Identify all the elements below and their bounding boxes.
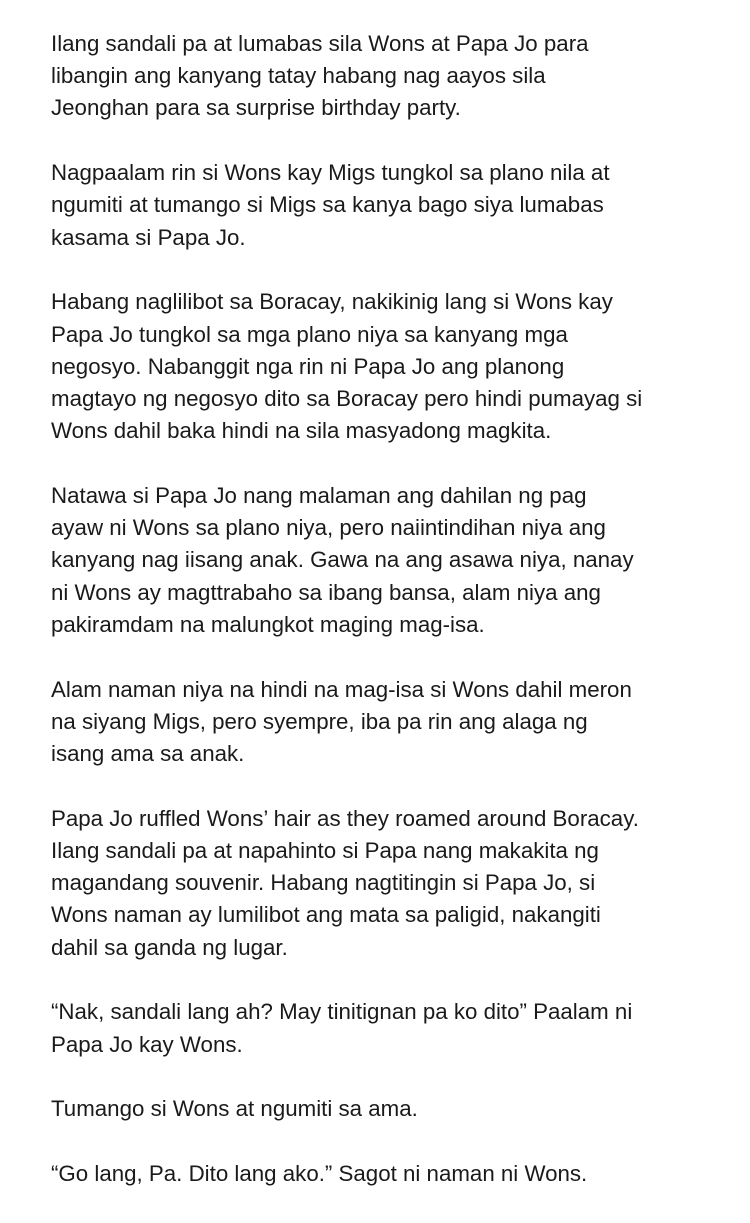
paragraph-line: ni Wons ay magttrabaho sa ibang bansa, alam niya ang bbox=[51, 579, 601, 605]
paragraph-line: Alam naman niya na hindi na mag-isa si Wons dahil meron bbox=[51, 676, 632, 702]
paragraph-line: negosyo. Nabanggit nga rin ni Papa Jo ang planong bbox=[51, 353, 565, 379]
paragraph-3 bbox=[51, 286, 711, 447]
paragraph-line: dahil sa ganda ng lugar. bbox=[51, 934, 288, 960]
paragraph-line: kanyang nag iisang anak. Gawa na ang asawa niya, nanay bbox=[51, 547, 634, 573]
paragraph-line: Nagpaalam rin si Wons kay Migs tungkol sa plano nila at bbox=[51, 160, 610, 186]
paragraph-line: Tumango si Wons at ngumiti sa ama. bbox=[51, 1096, 418, 1122]
paragraph-1 bbox=[51, 28, 711, 125]
paragraph-7 bbox=[51, 996, 711, 1060]
story-text-page bbox=[51, 28, 711, 1223]
paragraph-line: kasama si Papa Jo. bbox=[51, 224, 246, 250]
paragraph-line: ayaw ni Wons sa plano niya, pero naiintindihan niya ang bbox=[51, 515, 606, 541]
paragraph-line: “Nak, sandali lang ah? May tinitignan pa ko dito” Paalam ni bbox=[51, 999, 633, 1025]
paragraph-line: pakiramdam na malungkot maging mag-isa. bbox=[51, 611, 485, 637]
paragraph-line: Jeonghan para sa surprise birthday party. bbox=[51, 95, 461, 121]
paragraph-line: Ilang sandali pa at napahinto si Papa nang makakita ng bbox=[51, 838, 599, 864]
paragraph-line: Wons naman ay lumilibot ang mata sa paligid, nakangiti bbox=[51, 902, 601, 928]
paragraph-5 bbox=[51, 674, 711, 771]
paragraph-line: na siyang Migs, pero syempre, iba pa rin ang alaga ng bbox=[51, 708, 588, 734]
paragraph-line: Papa Jo tungkol sa mga plano niya sa kanyang mga bbox=[51, 321, 568, 347]
paragraph-line: magandang souvenir. Habang nagtitingin si Papa Jo, si bbox=[51, 870, 596, 896]
paragraph-line: Papa Jo ruffled Wons’ hair as they roamed around Boracay. bbox=[51, 805, 639, 831]
paragraph-8 bbox=[51, 1093, 711, 1125]
paragraph-6 bbox=[51, 803, 711, 964]
paragraph-line: Natawa si Papa Jo nang malaman ang dahilan ng pag bbox=[51, 483, 587, 509]
paragraph-line: “Go lang, Pa. Dito lang ako.” Sagot ni naman ni Wons. bbox=[51, 1161, 588, 1187]
paragraph-line: Wons dahil baka hindi na sila masyadong magkita. bbox=[51, 418, 552, 444]
paragraph-9 bbox=[51, 1158, 711, 1190]
paragraph-4 bbox=[51, 480, 711, 641]
paragraph-line: Habang naglilibot sa Boracay, nakikinig lang si Wons kay bbox=[51, 289, 613, 315]
paragraph-line: Papa Jo kay Wons. bbox=[51, 1031, 243, 1057]
paragraph-line: ngumiti at tumango si Migs sa kanya bago siya lumabas bbox=[51, 192, 604, 218]
paragraph-line: Ilang sandali pa at lumabas sila Wons at Papa Jo para bbox=[51, 31, 589, 56]
paragraph-line: magtayo ng negosyo dito sa Boracay pero hindi pumayag si bbox=[51, 386, 643, 412]
paragraph-line: isang ama sa anak. bbox=[51, 741, 245, 767]
paragraph-2 bbox=[51, 157, 711, 254]
paragraph-line: libangin ang kanyang tatay habang nag aayos sila bbox=[51, 63, 546, 89]
